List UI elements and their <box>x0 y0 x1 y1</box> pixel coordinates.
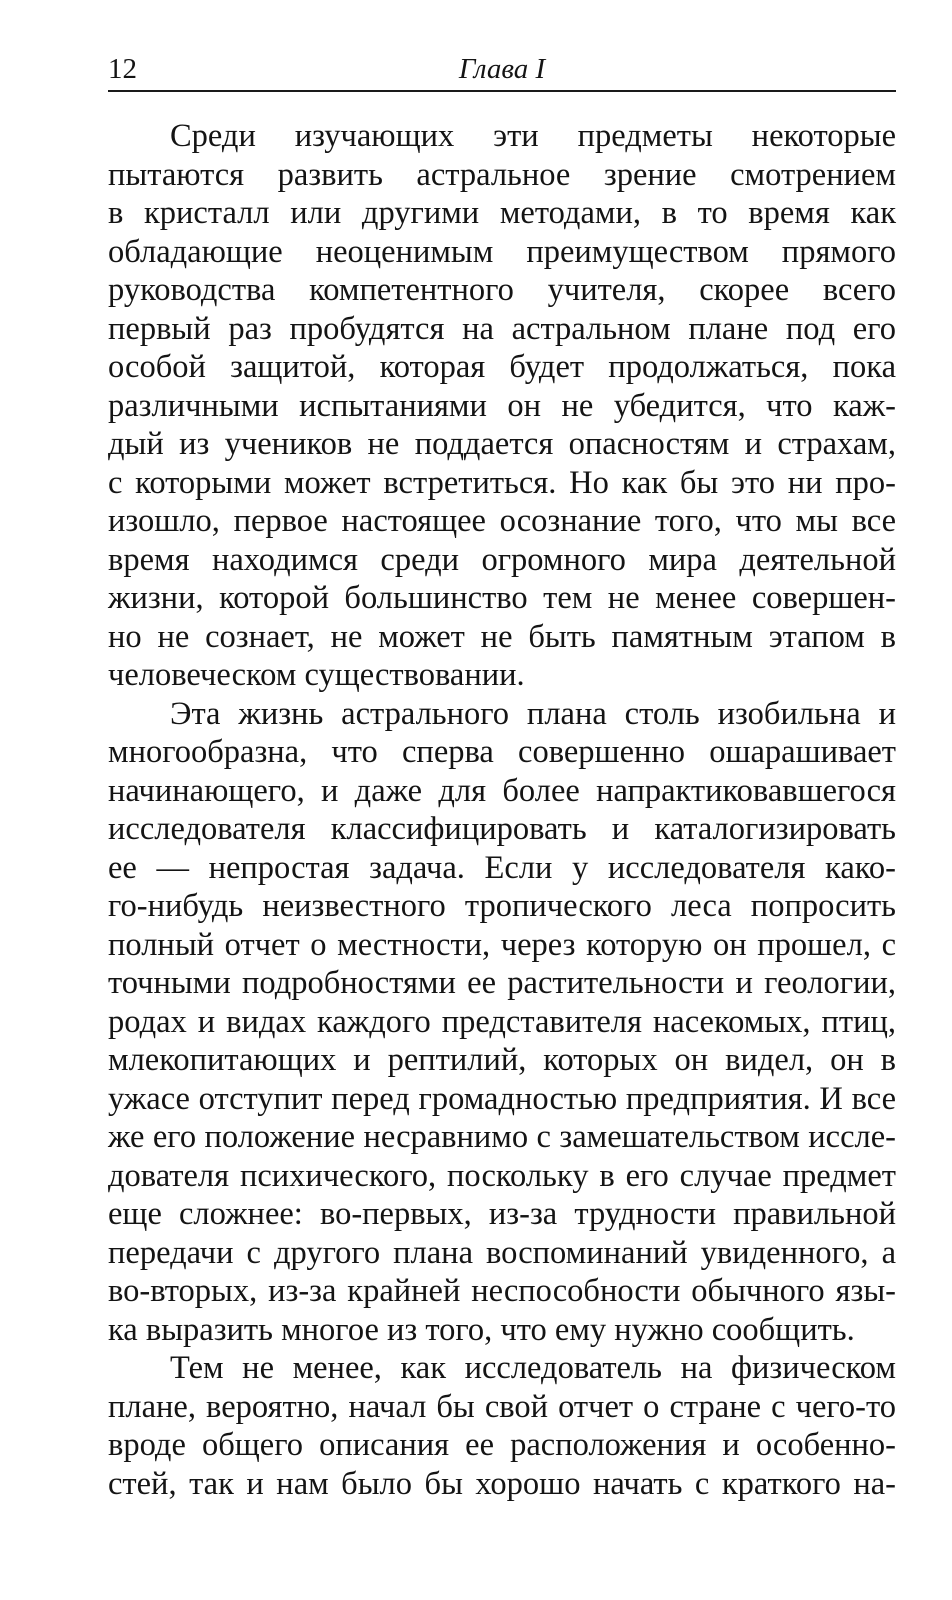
text-line: же его положение несравнимо с замешательством иссле- <box>108 1119 896 1155</box>
text-line: ее — непростая задача. Если у исследователя како- <box>108 849 896 886</box>
paragraph-2 <box>108 695 896 1350</box>
text-line: исследователя классифицировать и каталогизировать <box>108 811 896 847</box>
body-text <box>108 117 896 1503</box>
text-line: дователя психического, поскольку в его случае предмет <box>108 1157 896 1194</box>
text-line: различными испытаниями он не убедится, что каж- <box>108 387 896 424</box>
text-line: изошло, первое настоящее осознание того, что мы все <box>108 503 896 539</box>
paragraph-3 <box>108 1349 896 1503</box>
text-line: плане, вероятно, начал бы свой отчет о стране с чего-то <box>108 1388 896 1425</box>
text-line: но не сознает, не может не быть памятным этапом в <box>108 618 896 655</box>
paragraph-1 <box>108 117 896 695</box>
text-line: ка выразить многое из того, что ему нужно сообщить. <box>108 1311 855 1348</box>
text-line: млекопитающих и рептилий, которых он видел, он в <box>108 1042 896 1078</box>
text-line: время находимся среди огромного мира деятельной <box>108 541 896 578</box>
page-number: 12 <box>108 53 137 85</box>
text-line: первый раз пробудятся на астральном плане под его <box>108 310 896 347</box>
text-line: полный отчет о местности, через которую он прошел, с <box>108 926 896 963</box>
text-line: дый из учеников не поддается опасностям и страхам, <box>108 426 896 462</box>
text-line: в кристалл или другими методами, в то время как <box>108 195 896 231</box>
text-line: стей, так и нам было бы хорошо начать с краткого на- <box>108 1465 896 1502</box>
text-line: Эта жизнь астрального плана столь изобильна и <box>170 695 896 732</box>
text-line: пытаются развить астральное зрение смотрением <box>108 156 896 193</box>
text-line: многообразна, что сперва совершенно ошарашивает <box>108 734 896 770</box>
text-line: вроде общего описания ее расположения и особенно- <box>108 1427 896 1463</box>
text-line: передачи с другого плана воспоминаний увиденного, а <box>108 1234 896 1271</box>
text-line: точными подробностями ее растительности и геологии, <box>108 965 896 1001</box>
text-line: обладающие неоценимым преимуществом прямого <box>108 233 896 270</box>
text-line: во-вторых, из-за крайней неспособности обычного язы- <box>108 1273 896 1309</box>
text-line: еще сложнее: во-первых, из-за трудности правильной <box>108 1196 896 1232</box>
text-line: начинающего, и даже для более напрактиковавшегося <box>108 772 896 809</box>
text-line: го-нибудь неизвестного тропического леса попросить <box>108 888 896 924</box>
chapter-title: Глава I <box>458 53 546 85</box>
text-line: особой защитой, которая будет продолжаться, пока <box>108 349 896 385</box>
text-line: Среди изучающих эти предметы некоторые <box>170 118 896 154</box>
text-line: человеческом существовании. <box>108 657 525 693</box>
text-line: ужасе отступит перед громадностью предприятия. И все <box>108 1080 896 1117</box>
running-head <box>108 48 896 92</box>
text-line: руководства компетентного учителя, скорее всего <box>108 272 896 308</box>
text-line: жизни, которой большинство тем не менее совершен- <box>108 580 896 616</box>
text-line: Тем не менее, как исследователь на физическом <box>170 1350 896 1386</box>
text-line: с которыми может встретиться. Но как бы это ни про- <box>108 464 896 501</box>
text-line: родах и видах каждого представителя насекомых, птиц, <box>108 1003 896 1040</box>
